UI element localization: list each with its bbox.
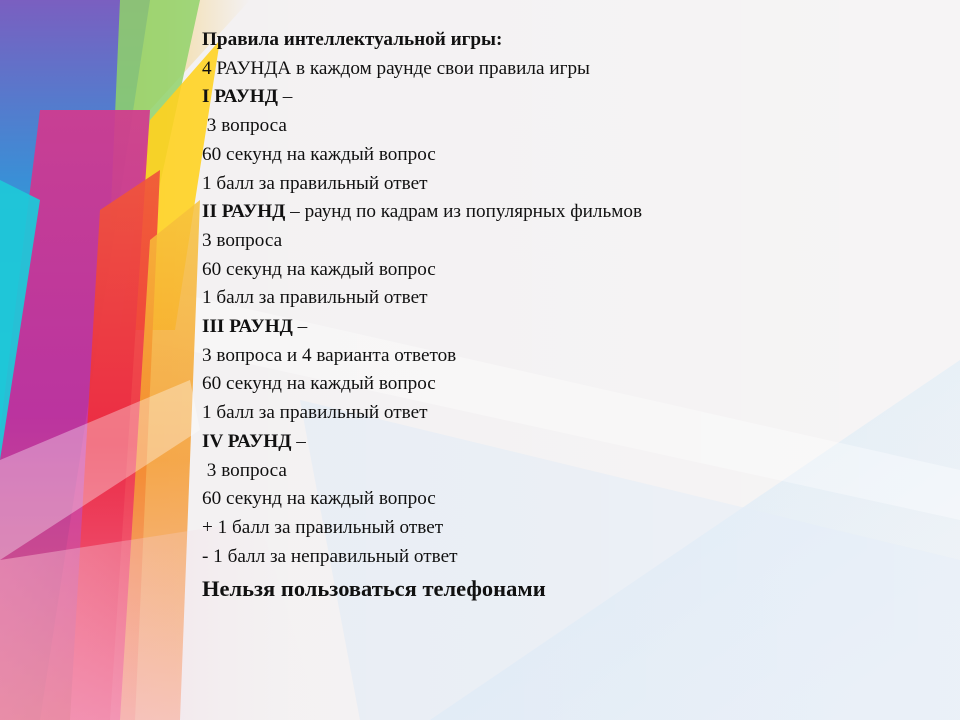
round-name: II РАУНД xyxy=(202,201,286,223)
round-line: 3 вопроса и 4 варианта ответов xyxy=(202,344,457,366)
rules-title: Правила интеллектуальной игры: xyxy=(202,29,503,50)
round-name: III РАУНД xyxy=(202,316,293,338)
rules-text xyxy=(202,26,942,606)
round-line: 60 секунд на каждый вопрос xyxy=(202,488,436,510)
round-line: 60 секунд на каждый вопрос xyxy=(202,143,436,165)
round-suffix: – xyxy=(292,316,308,338)
rules-intro: 4 РАУНДА в каждом раунде свои правила игры xyxy=(202,57,590,79)
round-line: 1 балл за правильный ответ xyxy=(202,287,428,309)
round-line: 60 секунд на каждый вопрос xyxy=(202,258,436,280)
round-line: - 1 балл за неправильный ответ xyxy=(202,545,458,567)
round-4-header xyxy=(202,428,942,457)
round-suffix: – xyxy=(277,86,293,108)
round-name: I РАУНД xyxy=(202,86,278,108)
round-name: IV РАУНД xyxy=(202,430,292,452)
round-line: 3 вопроса xyxy=(202,229,283,251)
round-line: + 1 балл за правильный ответ xyxy=(202,516,444,538)
round-line: 3 вопроса xyxy=(202,115,287,137)
round-3-header xyxy=(202,313,942,342)
round-line: 3 вопроса xyxy=(202,459,287,481)
round-line: 1 балл за правильный ответ xyxy=(202,172,428,194)
round-2-header xyxy=(202,198,942,227)
phone-warning: Нельзя пользоваться телефонами xyxy=(202,576,546,602)
round-line: 1 балл за правильный ответ xyxy=(202,402,428,424)
round-suffix: – раунд по кадрам из популярных фильмов xyxy=(285,201,643,223)
round-suffix: – xyxy=(291,430,306,452)
round-1-header xyxy=(202,83,942,112)
round-line: 60 секунд на каждый вопрос xyxy=(202,373,436,395)
